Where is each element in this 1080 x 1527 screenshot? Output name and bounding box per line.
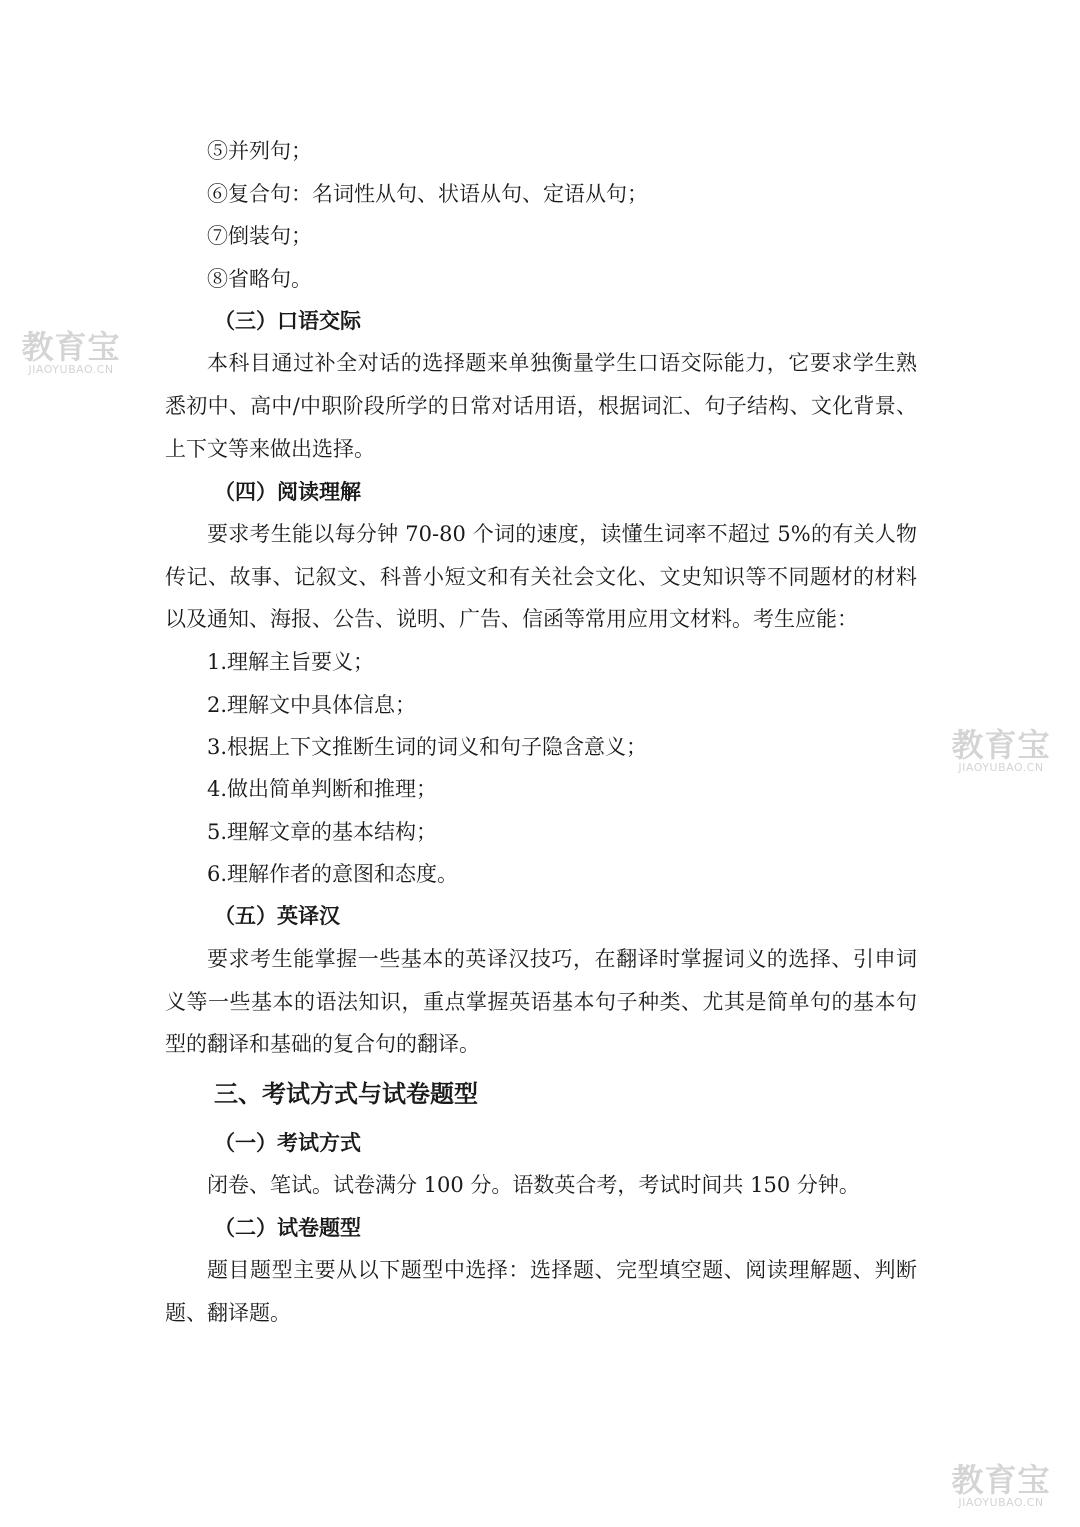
reading-item-6: 6.理解作者的意图和态度。 (207, 862, 459, 886)
list-item-6: ⑥复合句：名词性从句、状语从句、定语从句； (207, 182, 648, 206)
paragraph-line: 传记、故事、记叙文、科普小短文和有关社会文化、文史知识等不同题材的材料 (165, 565, 917, 589)
list-item-5: ⑤并列句； (207, 139, 312, 163)
reading-item-2: 2.理解文中具体信息； (207, 693, 417, 717)
reading-item-4: 4.做出简单判断和推理； (207, 777, 438, 801)
paragraph-line: 闭卷、笔试。试卷满分 100 分。语数英合考，考试时间共 150 分钟。 (207, 1173, 860, 1197)
paragraph-line: 要求考生能掌握一些基本的英译汉技巧，在翻译时掌握词义的选择、引申词 (207, 947, 917, 971)
heading-exam-method: （一）考试方式 (214, 1130, 361, 1155)
reading-item-5: 5.理解文章的基本结构； (207, 820, 438, 844)
watermark-text: 教育宝 (951, 1461, 1051, 1499)
heading-reading: （四）阅读理解 (214, 479, 361, 504)
paragraph-line: 要求考生能以每分钟 70-80 个词的速度，读懂生词率不超过 5%的有关人物 (207, 522, 917, 546)
reading-item-1: 1.理解主旨要义； (207, 650, 375, 674)
reading-item-3: 3.根据上下文推断生词的词义和句子隐含意义； (207, 735, 648, 759)
heading-question-types: （二）试卷题型 (214, 1215, 361, 1240)
section-title: 三、考试方式与试卷题型 (214, 1079, 478, 1108)
watermark-text: 教育宝 (951, 726, 1051, 764)
paragraph-line: 题目题型主要从以下题型中选择：选择题、完型填空题、阅读理解题、判断 (207, 1258, 917, 1282)
list-item-7: ⑦倒装句； (207, 224, 312, 248)
heading-translation: （五）英译汉 (214, 903, 340, 928)
list-item-8: ⑧省略句。 (207, 267, 312, 291)
watermark-url: JIAOYUBAO.CN (28, 363, 114, 376)
paragraph-line: 义等一些基本的语法知识，重点掌握英语基本句子种类、尤其是简单句的基本句 (165, 990, 917, 1014)
paragraph-line: 型的翻译和基础的复合句的翻译。 (165, 1032, 480, 1056)
watermark-right-bottom (942, 1463, 1060, 1509)
paragraph-line: 以及通知、海报、公告、说明、广告、信函等常用应用文材料。考生应能： (165, 607, 858, 631)
watermark-left (12, 330, 130, 376)
paragraph-line: 本科目通过补全对话的选择题来单独衡量学生口语交际能力，它要求学生熟 (207, 351, 917, 375)
paragraph-line: 题、翻译题。 (165, 1301, 291, 1325)
watermark-text: 教育宝 (21, 328, 121, 366)
heading-oral: （三）口语交际 (214, 308, 361, 333)
paragraph-line: 上下文等来做出选择。 (165, 437, 375, 461)
watermark-right-middle (942, 728, 1060, 774)
paragraph-line: 悉初中、高中/中职阶段所学的日常对话用语，根据词汇、句子结构、文化背景、 (165, 394, 917, 418)
watermark-url: JIAOYUBAO.CN (958, 761, 1044, 774)
watermark-url: JIAOYUBAO.CN (958, 1496, 1044, 1509)
